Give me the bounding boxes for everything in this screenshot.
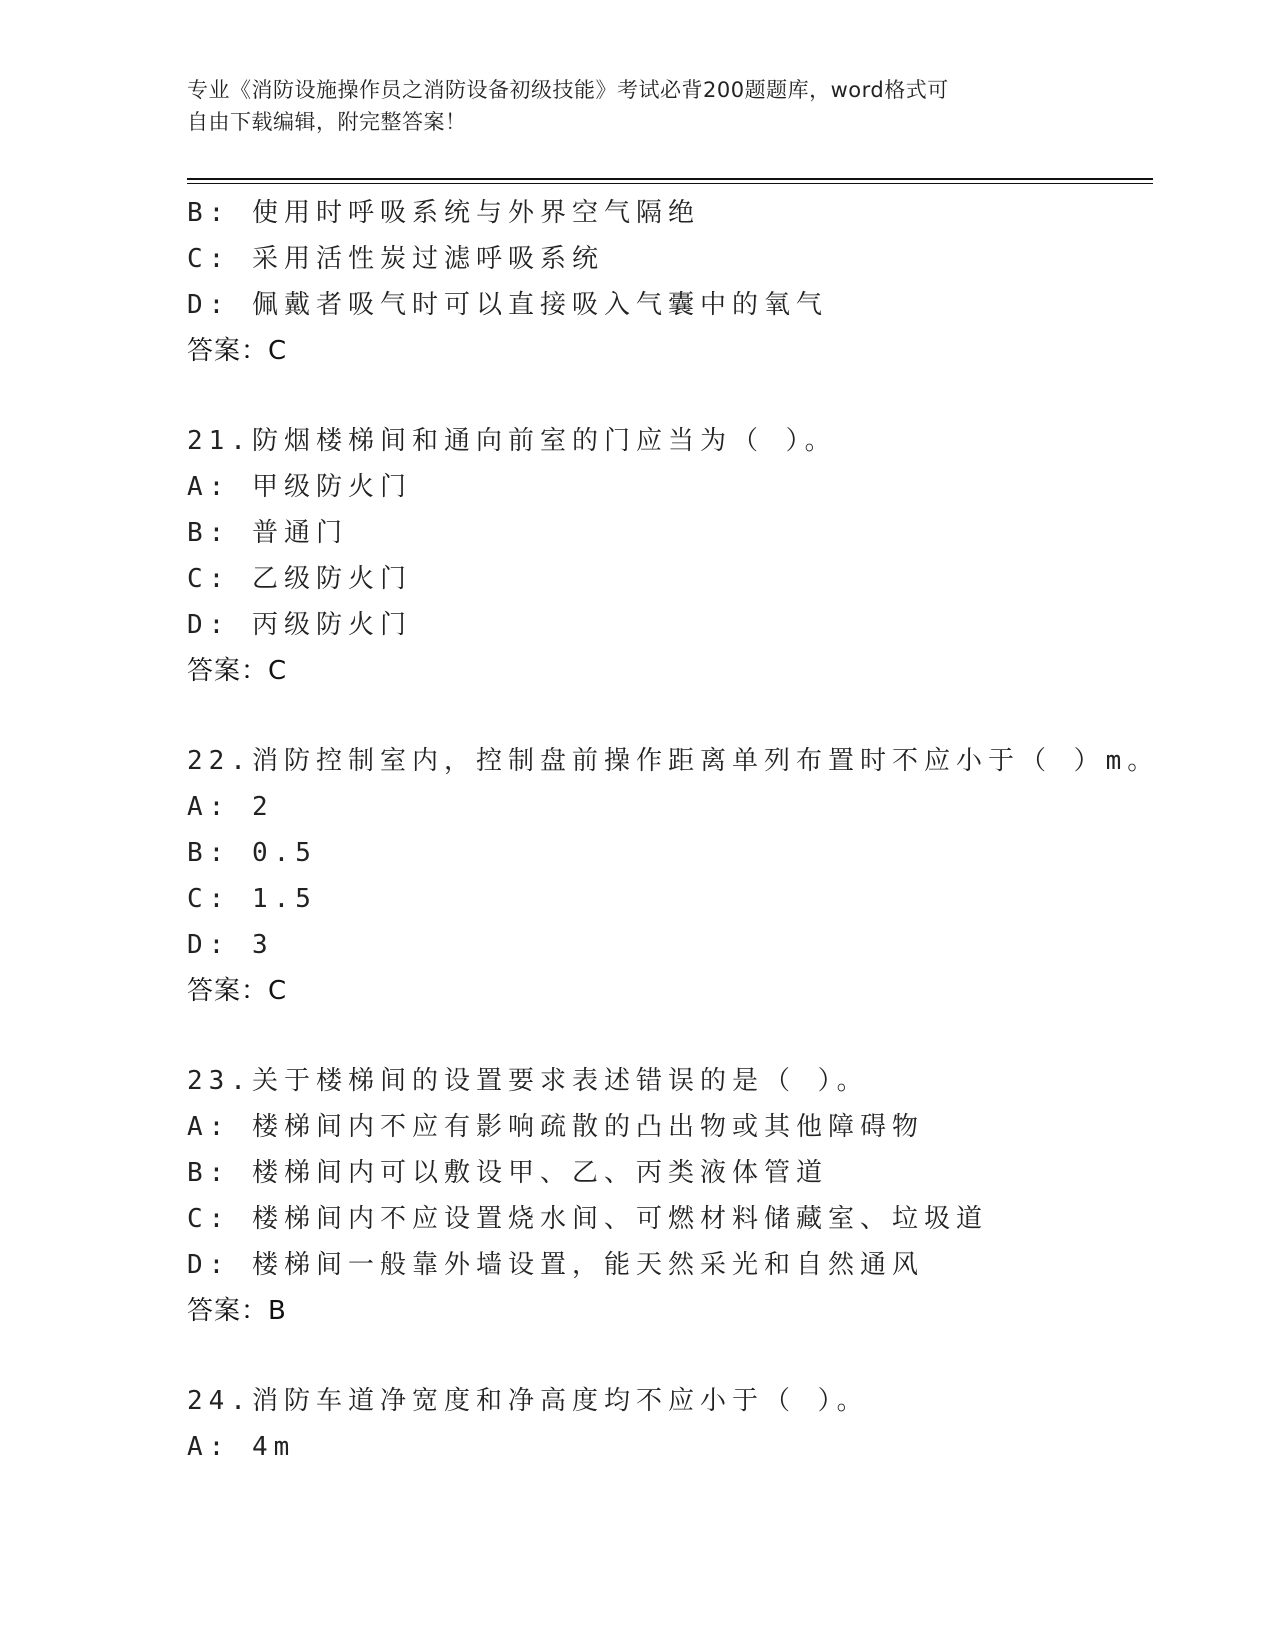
header-line-1: 专业《消防设施操作员之消防设备初级技能》考试必背200题题库，word格式可 bbox=[187, 78, 949, 102]
answer-label: 答案：C bbox=[187, 336, 288, 366]
document-header bbox=[187, 74, 1087, 138]
question-list bbox=[187, 190, 1160, 1470]
option-a: A: 甲级防火门 bbox=[187, 472, 412, 502]
answer-label: 答案：C bbox=[187, 656, 288, 686]
option-c: C: 楼梯间内不应设置烧水间、可燃材料储藏室、垃圾道 bbox=[187, 1204, 988, 1234]
option-b: B: 楼梯间内可以敷设甲、乙、丙类液体管道 bbox=[187, 1158, 828, 1188]
question-stem: 21.防烟楼梯间和通向前室的门应当为（ ）。 bbox=[187, 426, 837, 456]
option-b: B: 使用时呼吸系统与外界空气隔绝 bbox=[187, 198, 700, 228]
option-d: D: 楼梯间一般靠外墙设置，能天然采光和自然通风 bbox=[187, 1250, 924, 1280]
option-c: C: 采用活性炭过滤呼吸系统 bbox=[187, 244, 604, 274]
answer-label: 答案：C bbox=[187, 976, 288, 1006]
question-24 bbox=[187, 1378, 1147, 1470]
question-23 bbox=[187, 1058, 1147, 1334]
question-22 bbox=[187, 738, 1160, 1014]
option-a: A: 楼梯间内不应有影响疏散的凸出物或其他障碍物 bbox=[187, 1112, 924, 1142]
question-stem: 22.消防控制室内，控制盘前操作距离单列布置时不应小于（ ）m。 bbox=[187, 746, 1160, 776]
question-20-continued bbox=[187, 190, 1147, 374]
question-21 bbox=[187, 418, 1147, 694]
option-a: A: 4m bbox=[187, 1432, 296, 1462]
option-d: D: 丙级防火门 bbox=[187, 610, 412, 640]
option-b: B: 0.5 bbox=[187, 838, 317, 868]
option-a: A: 2 bbox=[187, 792, 274, 822]
question-stem: 24.消防车道净宽度和净高度均不应小于（ ）。 bbox=[187, 1386, 869, 1416]
header-divider-thick bbox=[187, 178, 1153, 180]
header-divider-thin bbox=[187, 183, 1153, 184]
header-line-2: 自由下载编辑，附完整答案！ bbox=[187, 110, 467, 134]
option-d: D: 佩戴者吸气时可以直接吸入气囊中的氧气 bbox=[187, 290, 828, 320]
answer-label: 答案：B bbox=[187, 1296, 287, 1326]
option-d: D: 3 bbox=[187, 930, 274, 960]
option-c: C: 乙级防火门 bbox=[187, 564, 412, 594]
option-c: C: 1.5 bbox=[187, 884, 317, 914]
option-b: B: 普通门 bbox=[187, 518, 348, 548]
question-stem: 23.关于楼梯间的设置要求表述错误的是（ ）。 bbox=[187, 1066, 869, 1096]
